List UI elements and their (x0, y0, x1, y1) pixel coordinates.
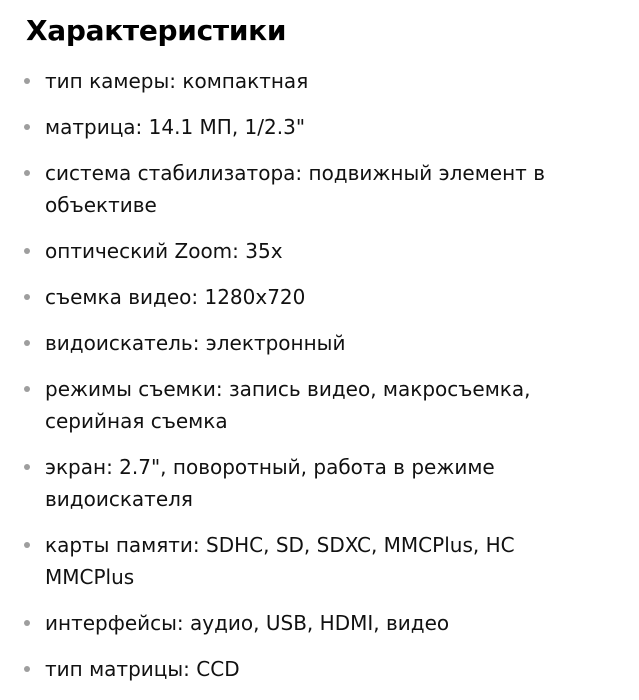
spec-text (45, 607, 605, 639)
bullet-icon (24, 340, 30, 346)
bullet-icon (24, 248, 30, 254)
bullet-icon (24, 666, 30, 672)
spec-text (45, 327, 605, 359)
spec-text (45, 529, 605, 593)
bullet-icon (24, 542, 30, 548)
spec-text-line: видоискатель: электронный (45, 331, 346, 355)
spec-text-line: матрица: 14.1 МП, 1/2.3" (45, 115, 306, 139)
spec-text-line: карты памяти: SDHC, SD, SDXC, MMCPlus, HC (45, 533, 515, 557)
spec-text (45, 157, 605, 221)
spec-text-line: тип матрицы: CCD (45, 657, 240, 681)
specs-title: Характеристики (26, 14, 287, 47)
bullet-icon (24, 78, 30, 84)
bullet-icon (24, 464, 30, 470)
spec-text-line: съемка видео: 1280x720 (45, 285, 306, 309)
spec-text (45, 111, 605, 143)
spec-text (45, 451, 605, 515)
spec-text (45, 373, 605, 437)
spec-text-line: система стабилизатора: подвижный элемент в (45, 161, 545, 185)
bullet-icon (24, 294, 30, 300)
spec-text (45, 653, 605, 685)
spec-text-line: серийная съемка (45, 409, 228, 433)
bullet-icon (24, 124, 30, 130)
spec-text-line: объективе (45, 193, 157, 217)
spec-text (45, 65, 605, 97)
spec-text-line: оптический Zoom: 35x (45, 239, 283, 263)
spec-text-line: MMCPlus (45, 565, 135, 589)
spec-text-line: интерфейсы: аудио, USB, HDMI, видео (45, 611, 450, 635)
spec-text (45, 235, 605, 267)
bullet-icon (24, 170, 30, 176)
spec-text-line: видоискателя (45, 487, 193, 511)
bullet-icon (24, 386, 30, 392)
spec-text-line: тип камеры: компактная (45, 69, 309, 93)
spec-text (45, 281, 605, 313)
bullet-icon (24, 620, 30, 626)
spec-text-line: экран: 2.7", поворотный, работа в режиме (45, 455, 495, 479)
spec-text-line: режимы съемки: запись видео, макросъемка, (45, 377, 531, 401)
